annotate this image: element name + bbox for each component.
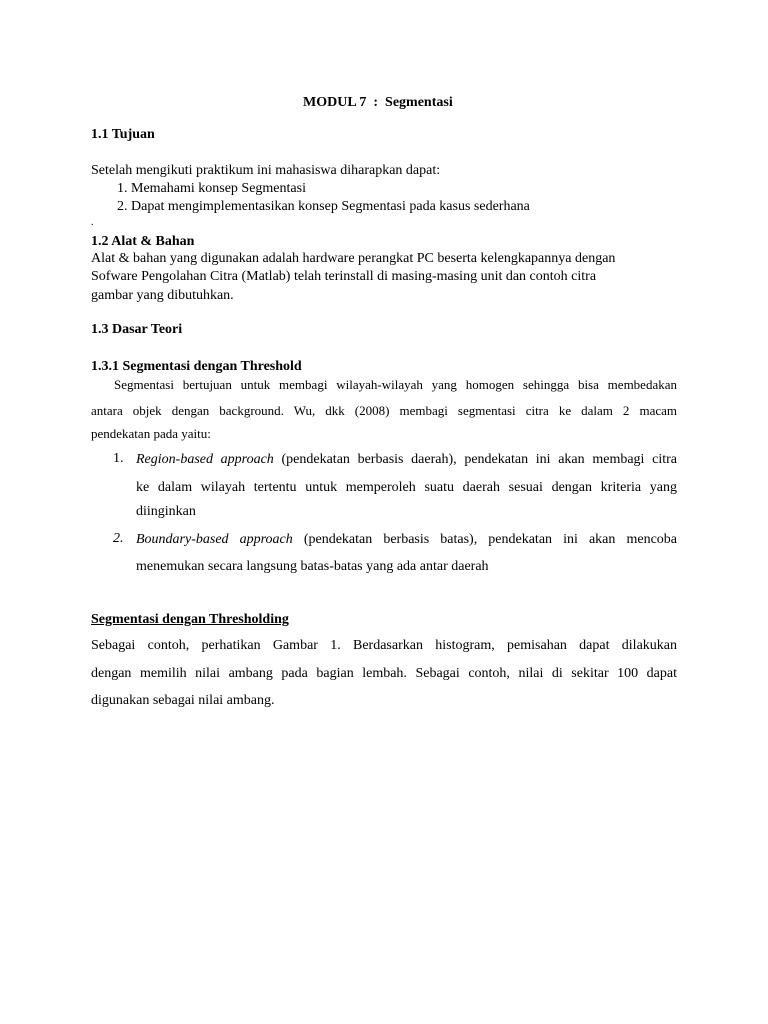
page-title: MODUL 7 : Segmentasi bbox=[303, 95, 453, 110]
list-item-line: menemukan secara langsung batas-batas yang ada antar daerah bbox=[136, 559, 489, 574]
term-boundary: Boundary-based approach bbox=[136, 532, 293, 547]
list-number: 1. bbox=[113, 451, 124, 466]
term-region: Region-based approach bbox=[136, 452, 274, 467]
stray-dot: . bbox=[91, 217, 94, 228]
alat-bahan-line: gambar yang dibutuhkan. bbox=[91, 288, 234, 303]
list-item-rest: (pendekatan berbasis batas), pendekatan ini akan mencoba bbox=[292, 532, 677, 547]
paragraph-line: antara objek dengan background. Wu, dkk (2008) membagi segmentasi citra ke dalam 2 macam bbox=[91, 403, 677, 418]
section-heading-dasar-teori: 1.3 Dasar Teori bbox=[91, 322, 183, 337]
paragraph-line: pendekatan pada yaitu: bbox=[91, 426, 211, 441]
tujuan-intro: Setelah mengikuti praktikum ini mahasiswa diharapkan dapat: bbox=[91, 163, 441, 178]
tujuan-item: 1. Memahami konsep Segmentasi bbox=[117, 181, 306, 196]
section-heading-tujuan: 1.1 Tujuan bbox=[91, 127, 155, 142]
list-item-region bbox=[136, 451, 677, 507]
thresholding-heading: Segmentasi dengan Thresholding bbox=[91, 612, 289, 627]
section-heading-alat-bahan: 1.2 Alat & Bahan bbox=[91, 234, 195, 249]
list-item-boundary bbox=[136, 531, 677, 559]
list-item-line bbox=[136, 531, 677, 559]
list-number: 2. bbox=[113, 531, 124, 546]
paragraph-line: dengan memilih nilai ambang pada bagian lembah. Sebagai contoh, nilai di sekitar 100 dapat bbox=[91, 666, 677, 681]
list-item-line bbox=[136, 451, 677, 479]
alat-bahan-line: Sofware Pengolahan Citra (Matlab) telah terinstall di masing-masing unit dan contoh citra bbox=[91, 269, 597, 284]
tujuan-item: 2. Dapat mengimplementasikan konsep Segmentasi pada kasus sederhana bbox=[117, 199, 530, 214]
thresholding-paragraph bbox=[91, 637, 677, 693]
subsection-heading-threshold: 1.3.1 Segmentasi dengan Threshold bbox=[91, 359, 302, 374]
list-item-rest: (pendekatan berbasis daerah), pendekatan ini akan membagi citra bbox=[273, 452, 677, 467]
paragraph-line: digunakan sebagai nilai ambang. bbox=[91, 693, 275, 708]
paragraph-line: Sebagai contoh, perhatikan Gambar 1. Berdasarkan histogram, pemisahan dapat dilakukan bbox=[91, 638, 677, 653]
threshold-paragraph bbox=[91, 376, 677, 428]
paragraph-line: Segmentasi bertujuan untuk membagi wilayah-wilayah yang homogen sehingga bisa membedakan bbox=[114, 377, 677, 392]
alat-bahan-line: Alat & bahan yang digunakan adalah hardware perangkat PC beserta kelengkapannya dengan bbox=[91, 251, 616, 266]
list-item-line: diinginkan bbox=[136, 504, 196, 519]
list-item-line: ke dalam wilayah tertentu untuk memperoleh suatu daerah sesuai dengan kriteria yang bbox=[136, 480, 677, 495]
